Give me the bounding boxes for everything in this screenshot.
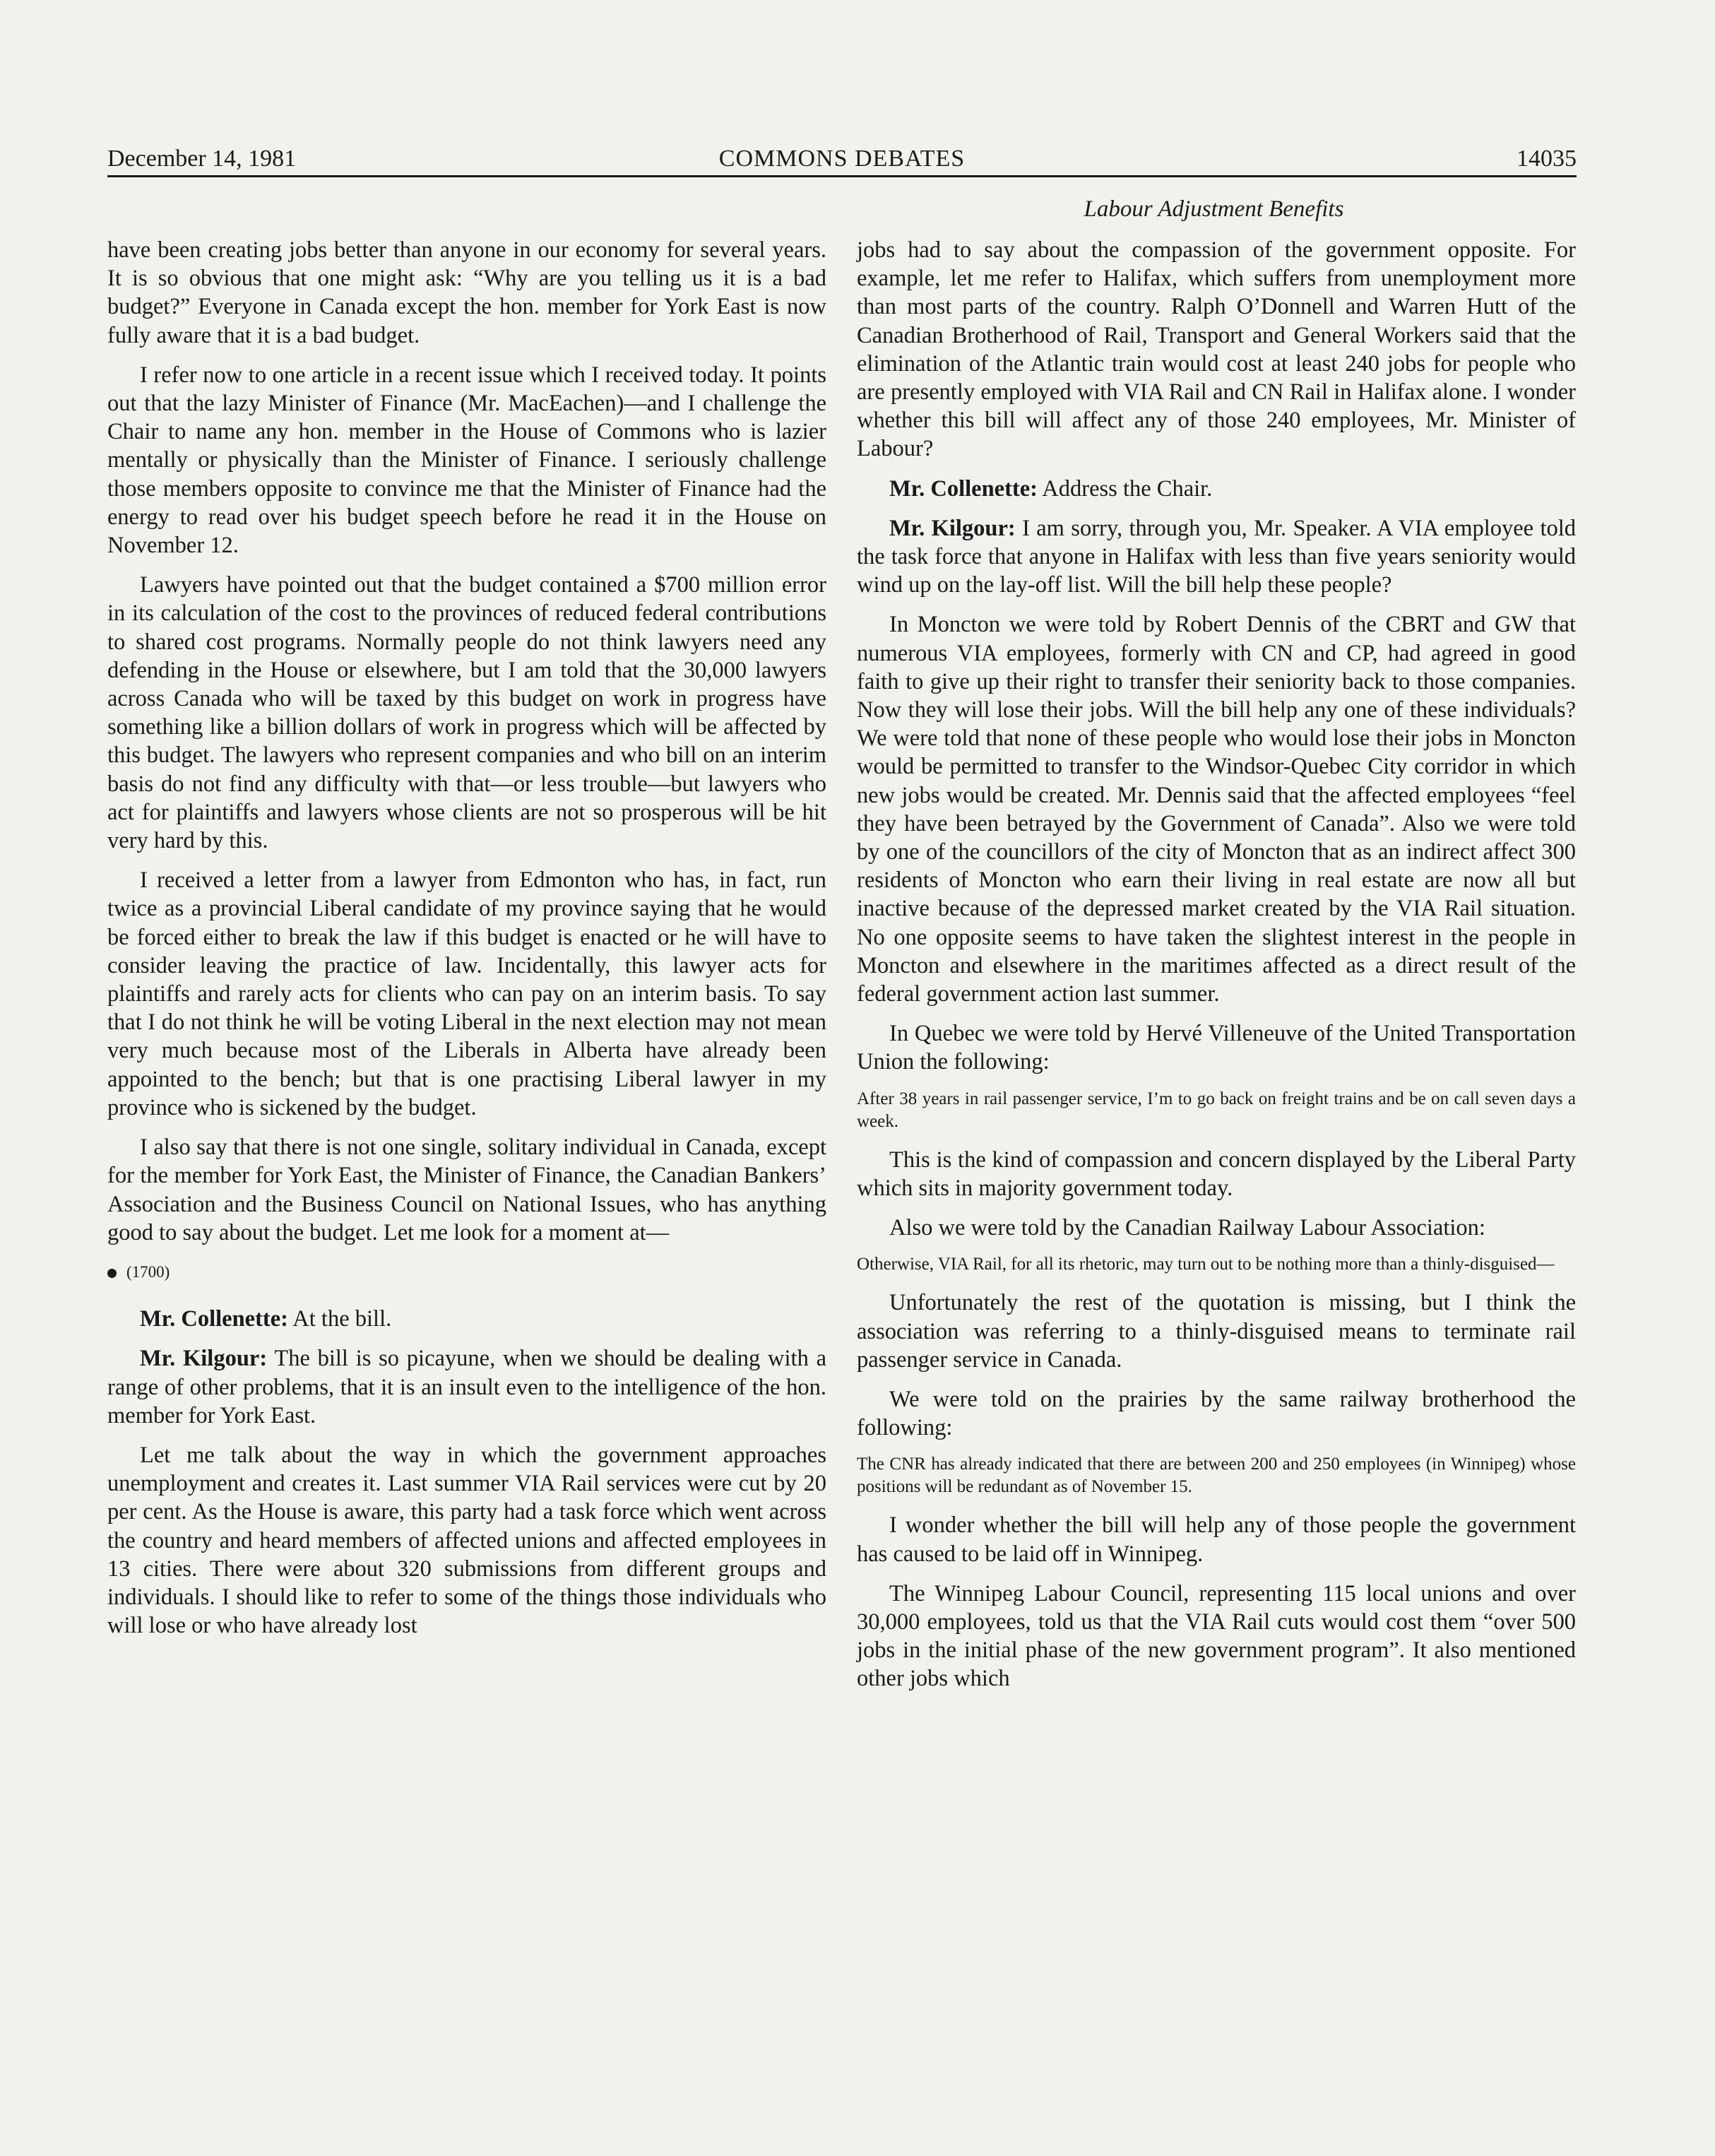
- speaker-name: Mr. Kilgour:: [889, 515, 1016, 541]
- left-column: [107, 236, 826, 1651]
- page-header: [107, 141, 1577, 177]
- paragraph: In Quebec we were told by Hervé Villeneuve of the United Transportation Union the following:: [857, 1021, 1576, 1075]
- time-marker-text: (1700): [126, 1262, 170, 1281]
- paragraph: This is the kind of compassion and concern displayed by the Liberal Party which sits in majority government today.: [857, 1147, 1576, 1201]
- block-quote: The CNR has already indicated that there are between 200 and 250 employees (in Winnipeg) whose positions will be redundant as of November 15.: [857, 1455, 1576, 1497]
- speaker-paragraph: [107, 1305, 826, 1333]
- header-date: December 14, 1981: [107, 146, 297, 172]
- paragraph: I also say that there is not one single, solitary individual in Canada, except for the member for York East, the Minister of Finance, the Canadian Bankers’ Association and the Business Council on National Issues, who has anything good to say about the budget. Let me look for a moment at—: [107, 1135, 826, 1245]
- header-title: COMMONS DEBATES: [718, 146, 966, 172]
- speaker-paragraph: [857, 514, 1576, 600]
- block-quote: Otherwise, VIA Rail, for all its rhetoric, may turn out to be nothing more than a thinly-disguised—: [857, 1255, 1555, 1274]
- paragraph: I wonder whether the bill will help any of those people the government has caused to be laid off in Winnipeg.: [857, 1512, 1576, 1567]
- paragraph: The Winnipeg Labour Council, representing 115 local unions and over 30,000 employees, told us that the VIA Rail cuts would cost them “over 500 jobs in the initial phase of the new government program”. It also mentioned other jobs which: [857, 1580, 1576, 1692]
- paragraph: I received a letter from a lawyer from Edmonton who has, in fact, run twice as a provincial Liberal candidate of my province saying that he would be forced either to break the law if this budget is enacted or he will have to consider leaving the practice of law. Incidentally, this lawyer acts for plaintiffs and rarely acts for clients who can pay on an interim basis. To say that I do not think he will be voting Liberal in the next election may not mean very much because most of the Liberals in Alberta have already been appointed to the bench; but that is one practising Liberal lawyer in my province who is sickened by the budget.: [107, 867, 826, 1120]
- speaker-paragraph: [107, 1344, 826, 1430]
- speaker-name: Mr. Collenette:: [140, 1306, 288, 1332]
- section-subheading: Labour Adjustment Benefits: [1084, 196, 1344, 222]
- paragraph: Also we were told by the Canadian Railway Labour Association:: [889, 1215, 1485, 1241]
- time-marker: [107, 1258, 826, 1286]
- paragraph: I refer now to one article in a recent issue which I received today. It points out that the lazy Minister of Finance (Mr. MacEachen)—and I challenge the Chair to name any hon. member in the House of Commons who is lazier mentally or physically than the Minister of Finance. I seriously challenge those members opposite to convince me that the Minister of Finance had the energy to read over his budget speech before he read it in the House on November 12.: [107, 362, 826, 559]
- paragraph: Unfortunately the rest of the quotation is missing, but I think the association was referring to a thinly-disguised means to terminate rail passenger service in Canada.: [857, 1290, 1576, 1373]
- speaker-paragraph: [857, 475, 1576, 503]
- header-page-number: 14035: [1517, 146, 1577, 172]
- speaker-text: Address the Chair.: [1037, 475, 1213, 502]
- paragraph: have been creating jobs better than anyone in our economy for several years. It is so obvious that one might ask: “Why are you telling us it is a bad budget?” Everyone in Canada except the hon. member for York East is now fully aware that it is a bad budget.: [107, 237, 826, 348]
- paragraph: We were told on the prairies by the same railway brotherhood the following:: [857, 1386, 1576, 1441]
- right-column: [857, 236, 1576, 1705]
- paragraph: Lawyers have pointed out that the budget contained a $700 million error in its calculation of the cost to the provinces of reduced federal contributions to shared cost programs. Normally people do not think lawyers need any defending in the House or elsewhere, but I am told that the 30,000 lawyers across Canada who will be taxed by this budget on work in progress have something like a billion dollars of work in progress which will be affected by this budget. The lawyers who represent companies and who bill on an interim basis do not find any difficulty with that—or less trouble—but lawyers who act for plaintiffs and lawyers whose clients are not so prosperous will be hit very hard by this.: [107, 572, 826, 854]
- speaker-text: I am sorry, through you, Mr. Speaker. A VIA employee told the task force that anyone in Halifax with less than five years seniority would wind up on the lay-off list. Will the bill help these people?: [857, 515, 1577, 598]
- block-quote: After 38 years in rail passenger service, I’m to go back on freight trains and be on call seven days a week.: [857, 1089, 1576, 1131]
- paragraph: In Moncton we were told by Robert Dennis of the CBRT and GW that numerous VIA employees, formerly with CN and CP, had agreed in good faith to give up their right to transfer their seniority back to those companies. Now they will lose their jobs. Will the bill help any one of these individuals? We were told that none of these people who would lose their jobs in Moncton would be permitted to transfer to the Windsor-Quebec City corridor in which new jobs would be created. Mr. Dennis said that the affected employees “feel they have been betrayed by the Government of Canada”. Also we were told by one of the councillors of the city of Moncton that as an indirect affect 300 residents of Moncton who earn their living in real estate are now all but inactive because of the depressed market created by the VIA Rail situation. No one opposite seems to have taken the slightest interest in the people in Moncton and elsewhere in the maritimes affected as a direct result of the federal government action last summer.: [857, 612, 1576, 1007]
- speaker-text: The bill is so picayune, when we should be dealing with a range of other problems, that it is an insult even to the intelligence of the hon. member for York East.: [107, 1346, 827, 1428]
- speaker-text: At the bill.: [287, 1306, 392, 1332]
- speaker-name: Mr. Collenette:: [889, 475, 1038, 502]
- bullet-icon: [107, 1269, 117, 1278]
- paragraph: jobs had to say about the compassion of the government opposite. For example, let me refer to Halifax, which suffers from unemployment more than most parts of the country. Ralph O’Donnell and Warren Hutt of the Canadian Brotherhood of Rail, Transport and General Workers said that the elimination of the Atlantic train would cost at least 240 jobs for people who are presently employed with VIA Rail and CN Rail in Halifax alone. I wonder whether this bill will affect any of those 240 employees, Mr. Minister of Labour?: [857, 237, 1576, 462]
- paragraph: Let me talk about the way in which the government approaches unemployment and creates it. Last summer VIA Rail services were cut by 20 per cent. As the House is aware, this party had a task force which went across the country and heard members of affected unions and affected employees in 13 cities. There were about 320 submissions from different groups and individuals. I should like to refer to some of the things those individuals who will lose or who have already lost: [107, 1442, 826, 1639]
- speaker-name: Mr. Kilgour:: [140, 1346, 268, 1372]
